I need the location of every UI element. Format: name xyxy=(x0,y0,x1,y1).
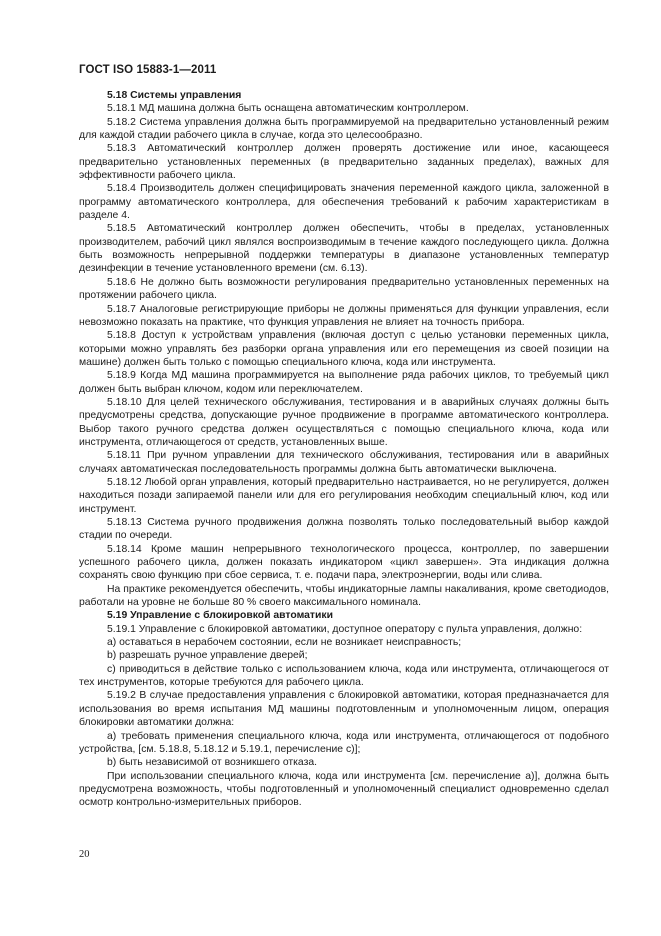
paragraph: 5.18.7 Аналоговые регистрирующие приборы не должны применяться для функции управления, если невозможно показать на практике, что функция управления не влияет на точность прибора. xyxy=(79,303,609,328)
section-5-18 xyxy=(79,89,609,609)
section-heading: 5.18 Системы управления xyxy=(107,90,242,101)
paragraph: 5.18.3 Автоматический контроллер должен проверять достижение или иное, касающееся предварительно установленных переменных (в предварительно заданных пределах), важных для эффективности рабочего цикла. xyxy=(79,143,609,182)
list-item: a) требовать применения специального ключа, кода или инструмента, отличающегося от подобного устройства, [см. 5.18.8, 5.18.12 и 5.19.1, перечисление c)]; xyxy=(79,730,609,755)
section-heading: 5.19 Управление с блокировкой автоматики xyxy=(107,610,333,622)
paragraph: 5.19.1 Управление с блокировкой автоматики, доступное оператору с пульта управления, должно: xyxy=(107,623,583,635)
document-body xyxy=(79,89,609,810)
document-header: ГОСТ ISO 15883-1—2011 xyxy=(79,64,217,76)
paragraph: 5.18.10 Для целей технического обслуживания, тестирования и в аварийных случаях должны быть предусмотрены средства, допускающие ручное продвижение в программе автоматического контроллера. Выбор такого ручного средства должен осуществляться с помощью специального ключа, кода или инструмента, отличающегося от средств, установленных выше. xyxy=(79,396,609,448)
paragraph: На практике рекомендуется обеспечить, чтобы индикаторные лампы накаливания, кроме светодиодов, работали на уровне не больше 80 % своего максимального номинала. xyxy=(79,583,609,609)
paragraph: 5.18.12 Любой орган управления, который предварительно настраивается, но не регулируется, должен находиться позади запираемой панели или для его регулирования необходим специальный ключ, код или инструмент. xyxy=(79,476,609,515)
paragraph: При использовании специального ключа, кода или инструмента [см. перечисление a)], должна быть предусмотрена возможность, чтобы подготовленный и уполномоченный специалист одновременно сделал осмотр контрольно-измерительных приборов. xyxy=(79,770,609,809)
paragraph: 5.18.6 Не должно быть возможности регулирования предварительно установленных переменных на протяжении рабочего цикла. xyxy=(79,276,609,302)
list-item: a) оставаться в нерабочем состоянии, если не возникает неисправность; xyxy=(107,637,462,649)
paragraph: 5.18.9 Когда МД машина программируется на выполнение ряда рабочих циклов, то требуемый цикл должен быть выбран ключом, кодом или переключателем. xyxy=(79,370,609,395)
list-item: b) разрешать ручное управление дверей; xyxy=(107,650,308,662)
paragraph: 5.18.8 Доступ к устройствам управления (включая доступ с целью установки переменных цикла, которыми можно управлять без разборки органа управления или его перемещения из своей позиции на машине) должен быть только с помощью специального ключа, кода или инструмента. xyxy=(79,330,609,368)
paragraph: 5.18.1 МД машина должна быть оснащена автоматическим контроллером. xyxy=(107,103,469,115)
section-5-19 xyxy=(79,609,609,809)
paragraph: 5.19.2 В случае предоставления управления с блокировкой автоматики, которая предназначается для использования во время испытания МД машины подготовленным и уполномоченным лицом, операция блокировки автоматики должна: xyxy=(79,690,609,729)
paragraph: 5.18.2 Система управления должна быть программируемой на предварительно установленный режим для каждой стадии рабочего цикла в случае, когда это целесообразно. xyxy=(79,116,609,142)
paragraph: 5.18.13 Система ручного продвижения должна позволять только последовательный выбор каждой стадии по очереди. xyxy=(79,517,609,542)
paragraph: 5.18.4 Производитель должен специфицировать значения переменной каждого цикла, заложенной в программу автоматического контроллера, для обеспечения требований к рабочим характеристикам в разделе 4. xyxy=(79,183,609,222)
page-number: 20 xyxy=(79,849,90,860)
list-item: b) быть независимой от возникшего отказа. xyxy=(107,757,318,769)
paragraph: 5.18.14 Кроме машин непрерывного технологического процесса, контроллер, по завершении успешного рабочего цикла, должен показать индикатором «цикл завершен». Эта индикация должна сохранять свою функцию при сбое сервиса, т. е. подачи пара, электроэнергии, воды или слива. xyxy=(79,543,609,582)
paragraph: 5.18.5 Автоматический контроллер должен обеспечить, чтобы в пределах, установленных производителем, рабочий цикл являлся воспроизводимым в течение каждого последующего цикла. Должна быть возможность непрерывной поддержки температуры в диапазоне установленных температур дезинфекции в течение установленного времени (см. 6.13). xyxy=(79,223,609,275)
list-item: c) приводиться в действие только с использованием ключа, кода или инструмента, отличающегося от тех инструментов, которые требуются для рабочего цикла. xyxy=(79,663,609,689)
paragraph: 5.18.11 При ручном управлении для технического обслуживания, тестирования или в аварийных случаях автоматическая последовательность программы должна быть автоматически выключена. xyxy=(79,450,609,475)
